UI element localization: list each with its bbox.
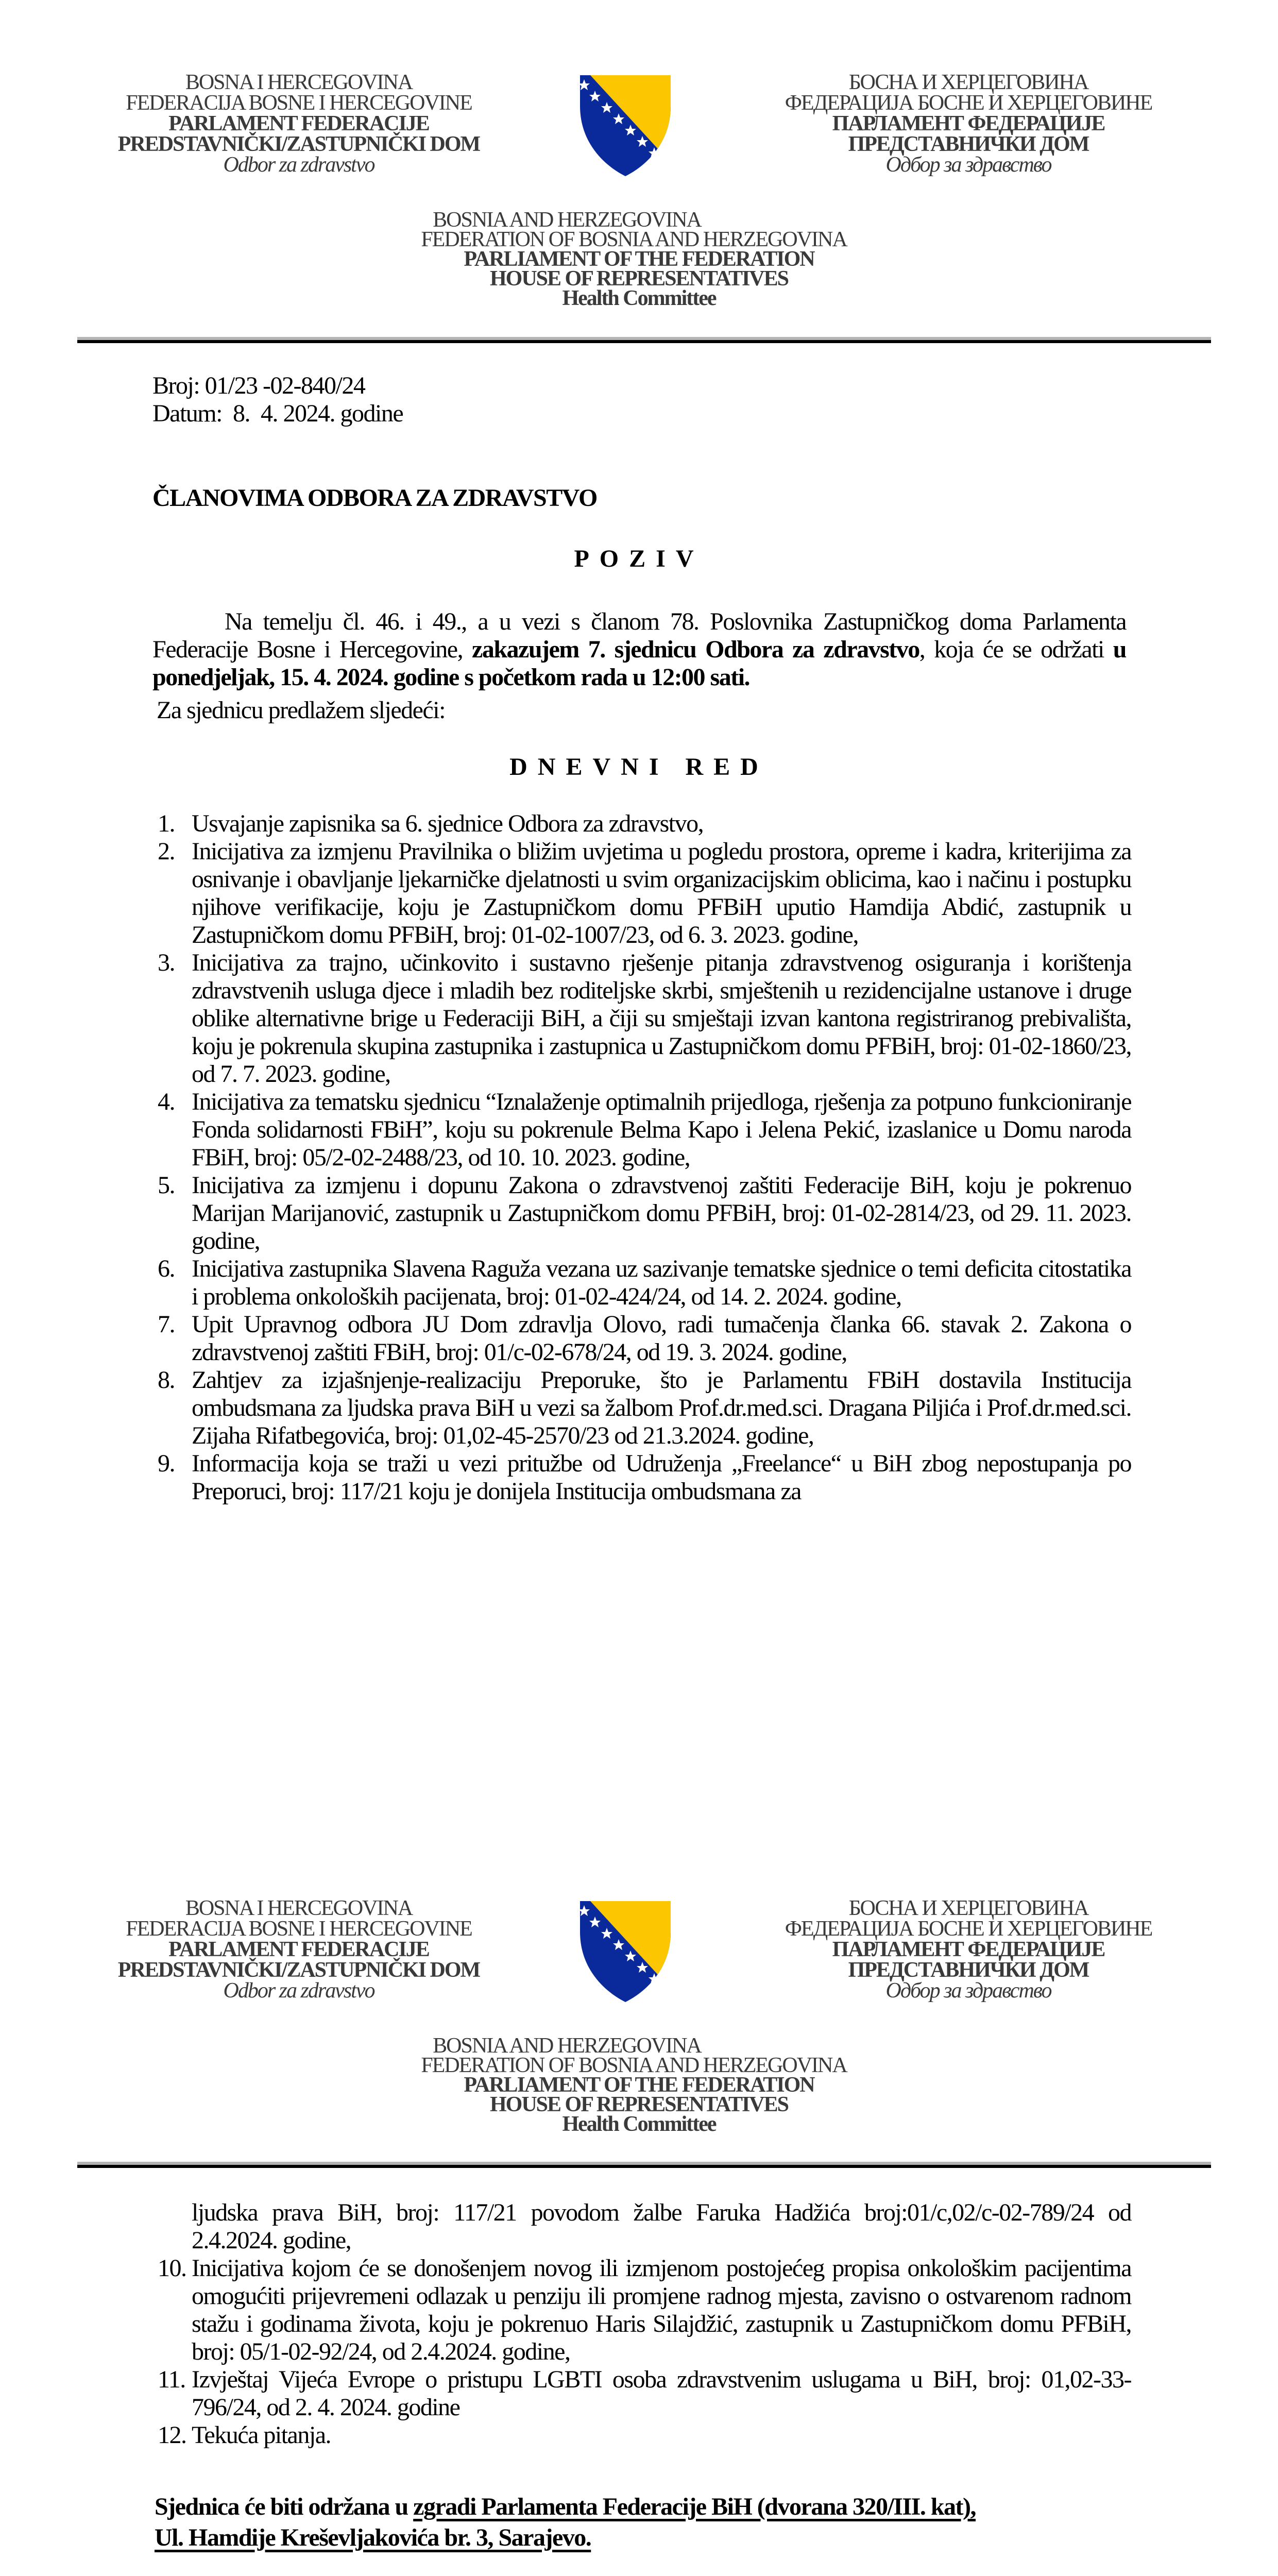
letterhead-latin-block: [88, 1898, 510, 2001]
letterhead: [0, 1898, 1278, 2187]
letterhead-federation: FEDERACIJA BOSNE I HERCEGOVINE: [126, 1917, 472, 1941]
agenda-item-number: 8.: [158, 1366, 175, 1394]
letterhead-country-cyr: БОСНА И ХЕРЦЕГОВИНА: [848, 71, 1088, 94]
agenda-item-number: 9.: [158, 1450, 175, 1477]
bih-coat-of-arms-icon: [580, 75, 671, 176]
agenda-item: [158, 1311, 1131, 1366]
agenda-item: [158, 2255, 1131, 2366]
agenda-item-text: Zahtjev za izjašnjenje-realizaciju Preporuke, što je Parlamentu FBiH dostavila Institucija ombudsmana za ljudska prava BiH u vezi sa žalbom Prof.dr.med.sci. Dragana Piljića i Prof.dr.med.sci. Zijaha Rifatbegovića, broj: 01,02-45-2570/23 od 21.3.2024. godine,: [192, 1366, 1131, 1449]
letterhead-committee-en: Health Committee: [562, 2112, 716, 2136]
agenda-item-number: 4.: [158, 1088, 175, 1115]
letterhead-committee: Odbor za zdravstvo: [223, 153, 374, 177]
agenda-item-number: 12.: [158, 2421, 186, 2449]
letterhead-latin-block: [88, 72, 510, 175]
session-announcement: zakazujem 7. sjednicu Odbora za zdravstvo: [472, 636, 919, 663]
session-venue: Sjednica će biti održana u zgradi Parlamenta Federacije BiH (dvorana 320/III. kat), Ul. Hamdije Kreševljakovića br. 3, Sarajevo.: [155, 2493, 976, 2551]
agenda-item-number: 2.: [158, 838, 175, 865]
agenda-item: [158, 810, 1131, 838]
agenda-item-text: Inicijativa za trajno, učinkovito i sustavno rješenje pitanja zdravstvenog osiguranja i korištenja zdravstvenih usluga djece i mladih bez roditeljske skrbi, smještenih u rezidencijalne ustanove i druge oblike alternativne brige u Federaciji BiH, a čiji su smještaji izvan kantona registriranog prebivališta, koju je pokrenula skupina zastupnika i zastupnica u Zastupničkom domu PFBiH, broj: 01-02-1860/23, od 7. 7. 2023. godine,: [192, 949, 1131, 1088]
letterhead-parliament-en: PARLIAMENT OF THE FEDERATION: [464, 2073, 814, 2097]
venue-address: Ul. Hamdije Kreševljakovića br. 3, Sarajevo.: [155, 2524, 591, 2551]
letterhead-house-en: HOUSE OF REPRESENTATIVES: [489, 2093, 789, 2116]
letterhead-house: PREDSTAVNIČKI/ZASTUPNIČKI DOM: [117, 1958, 480, 1982]
letterhead-committee: Odbor za zdravstvo: [223, 1979, 374, 2003]
agenda-item: [158, 838, 1131, 949]
letterhead-country: BOSNA I HERCEGOVINA: [185, 1896, 413, 1920]
agenda-item-text: Usvajanje zapisnika sa 6. sjednice Odbora za zdravstvo,: [192, 810, 704, 837]
document-date: Datum: 8. 4. 2024. godine: [152, 400, 403, 427]
agenda-item-text: Tekuća pitanja.: [192, 2421, 331, 2449]
letterhead-federation: FEDERACIJA BOSNE I HERCEGOVINE: [126, 91, 472, 115]
letterhead-federation-en: FEDERATION OF BOSNIA AND HERZEGOVINA: [421, 2054, 847, 2077]
agenda-item: [158, 2421, 1131, 2449]
agenda-item-continuation: [158, 2199, 1131, 2255]
agenda-item-number: 5.: [158, 1172, 175, 1199]
letterhead-parliament-en: PARLIAMENT OF THE FEDERATION: [464, 247, 814, 271]
letterhead-committee-cyr: Одбор за здравство: [885, 1979, 1051, 2003]
agenda-item-text: ljudska prava BiH, broj: 117/21 povodom žalbe Faruka Hadžića broj:01/c,02/c-02-789/24 od 2.4.2024. godine,: [192, 2199, 1131, 2254]
agenda-item-text: Upit Upravnog odbora JU Dom zdravlja Olovo, radi tumačenja članka 66. stavak 2. Zakona o zdravstvenoj zaštiti FBiH, broj: 01/c-02-678/24, od 19. 3. 2024. godine,: [192, 1311, 1131, 1366]
letterhead-house-cyr: ПРЕДСТАВНИЧКИ ДОМ: [848, 132, 1089, 156]
letterhead-federation-cyr: ФЕДЕРАЦИЈА БОСНЕ И ХЕРЦЕГОВИНЕ: [785, 1917, 1152, 1941]
agenda-item-text: Inicijativa za izmjenu Pravilnika o bližim uvjetima u pogledu prostora, opreme i kadra, kriterijima za osnivanje i obavljanje ljekarničke djelatnosti u svim organizacijskim oblicima, kao i načinu i postupku njihove verifikacije, koju je Zastupničkom domu PFBiH uputio Hamdija Abdić, zastupnik u Zastupničkom domu PFBiH, broj: 01-02-1007/23, od 6. 3. 2023. godine,: [192, 838, 1131, 948]
agenda-item: [158, 949, 1131, 1088]
letterhead-federation-en: FEDERATION OF BOSNIA AND HERZEGOVINA: [421, 228, 847, 251]
letterhead-cyrillic-block: [757, 72, 1180, 175]
letterhead-house: PREDSTAVNIČKI/ZASTUPNIČKI DOM: [117, 132, 480, 156]
agenda-item: [158, 1450, 1131, 1505]
agenda-item: [158, 2366, 1131, 2421]
session-datetime: u ponedjeljak, 15. 4. 2024. godine s početkom rada u 12:00 sati.: [152, 636, 1126, 691]
agenda-item: [158, 1366, 1131, 1450]
agenda-item: [158, 1172, 1131, 1255]
venue-building: zgradi Parlamenta Federacije BiH (dvorana 320/III. kat),: [413, 2493, 976, 2520]
agenda-item-text: Informacija koja se traži u vezi pritužbe od Udruženja „Freelance“ u BiH zbog nepostupanja po Preporuci, broj: 117/21 koju je donijela Institucija ombudsmana za: [192, 1450, 1131, 1505]
letterhead-parliament: PARLAMENT FEDERACIJE: [168, 112, 429, 135]
agenda-list-page1: [158, 810, 1131, 1505]
letterhead-federation-cyr: ФЕДЕРАЦИЈА БОСНЕ И ХЕРЦЕГОВИНЕ: [785, 91, 1152, 115]
letterhead-house-en: HOUSE OF REPRESENTATIVES: [489, 267, 789, 291]
letterhead-country-cyr: БОСНА И ХЕРЦЕГОВИНА: [848, 1896, 1088, 1920]
agenda-item: [158, 1088, 1131, 1172]
letterhead-divider: [77, 337, 1211, 343]
agenda-item-number: 11.: [158, 2366, 185, 2393]
agenda-proposal: Za sjednicu predlažem sljedeći:: [157, 697, 445, 724]
addressee: ČLANOVIMA ODBORA ZA ZDRAVSTVO: [152, 484, 597, 512]
letterhead-country-en: BOSNIA AND HERZEGOVINA: [433, 208, 701, 232]
agenda-item-number: 1.: [158, 810, 175, 837]
agenda-item-number: 10.: [158, 2255, 186, 2282]
letterhead-english-block: [0, 210, 1278, 308]
agenda-item-text: Izvještaj Vijeća Evrope o pristupu LGBTI osoba zdravstvenim uslugama u BiH, broj: 01,02-33-796/24, od 2. 4. 2024. godine: [192, 2366, 1131, 2421]
document-meta: [152, 372, 403, 428]
agenda-item-text: Inicijativa za tematsku sjednicu “Iznalaženje optimalnih prijedloga, rješenja za potpuno funkcioniranje Fonda solidarnosti FBiH”, koju su pokrenule Belma Kapo i Jelena Pekić, izaslanice u Domu naroda FBiH, broj: 05/2-02-2488/23, od 10. 10. 2023. godine,: [192, 1088, 1131, 1171]
agenda-list-page2: [158, 2199, 1131, 2449]
letterhead-cyrillic-block: [757, 1898, 1180, 2001]
letterhead-divider: [77, 2162, 1211, 2168]
agenda-item-number: 3.: [158, 949, 175, 976]
agenda-item-text: Inicijativa zastupnika Slavena Raguža vezana uz sazivanje tematske sjednice o temi deficita citostatika i problema onkoloških pacijenata, broj: 01-02-424/24, od 14. 2. 2024. godine,: [192, 1255, 1131, 1310]
document-title: POZIV: [574, 545, 704, 572]
agenda-item: [158, 1255, 1131, 1311]
bih-coat-of-arms-icon: [580, 1901, 671, 2002]
letterhead-parliament-cyr: ПАРЛАМЕНТ ФЕДЕРАЦИЈЕ: [832, 112, 1105, 135]
letterhead: [0, 72, 1278, 361]
letterhead-committee-en: Health Committee: [562, 286, 716, 310]
letterhead-english-block: [0, 2036, 1278, 2134]
agenda-item-text: Inicijativa za izmjenu i dopunu Zakona o zdravstvenoj zaštiti Federacije BiH, koju je pokrenuo Marijan Marijanović, zastupnik u Zastupničkom domu PFBiH, broj: 01-02-2814/23, od 29. 11. 2023. godine,: [192, 1172, 1131, 1255]
agenda-item-number: 6.: [158, 1255, 175, 1282]
letterhead-house-cyr: ПРЕДСТАВНИЧКИ ДОМ: [848, 1958, 1089, 1982]
intro-paragraph: Na temelju čl. 46. i 49., a u vezi s članom 78. Poslovnika Zastupničkog doma Parlamenta Federacije Bosne i Hercegovine, zakazujem 7. sjednicu Odbora za zdravstvo, koja će se održati u ponedjeljak, 15. 4. 2024. godine s početkom rada u 12:00 sati.: [152, 608, 1126, 691]
document-page-2: [0, 1875, 1278, 2576]
letterhead-parliament-cyr: ПАРЛАМЕНТ ФЕДЕРАЦИЈЕ: [832, 1938, 1105, 1961]
letterhead-committee-cyr: Одбор за здравство: [885, 153, 1051, 177]
agenda-item-text: Inicijativa kojom će se donošenjem novog ili izmjenom postojećeg propisa onkološkim pacijentima omogućiti prijevremeni odlazak u penziju ili promjene radnog mjesta, zavisno o ostvarenom radnom stažu i godinama života, koju je pokrenuo Haris Silajdžić, zastupnik u Zastupničkom domu PFBiH, broj: 05/1-02-92/24, od 2.4.2024. godine,: [192, 2255, 1131, 2365]
reference-number: Broj: 01/23 -02-840/24: [152, 372, 365, 399]
letterhead-country-en: BOSNIA AND HERZEGOVINA: [433, 2034, 701, 2058]
agenda-title: DNEVNI RED: [509, 753, 769, 781]
agenda-item-number: 7.: [158, 1311, 175, 1338]
letterhead-parliament: PARLAMENT FEDERACIJE: [168, 1938, 429, 1961]
letterhead-country: BOSNA I HERCEGOVINA: [185, 71, 413, 94]
